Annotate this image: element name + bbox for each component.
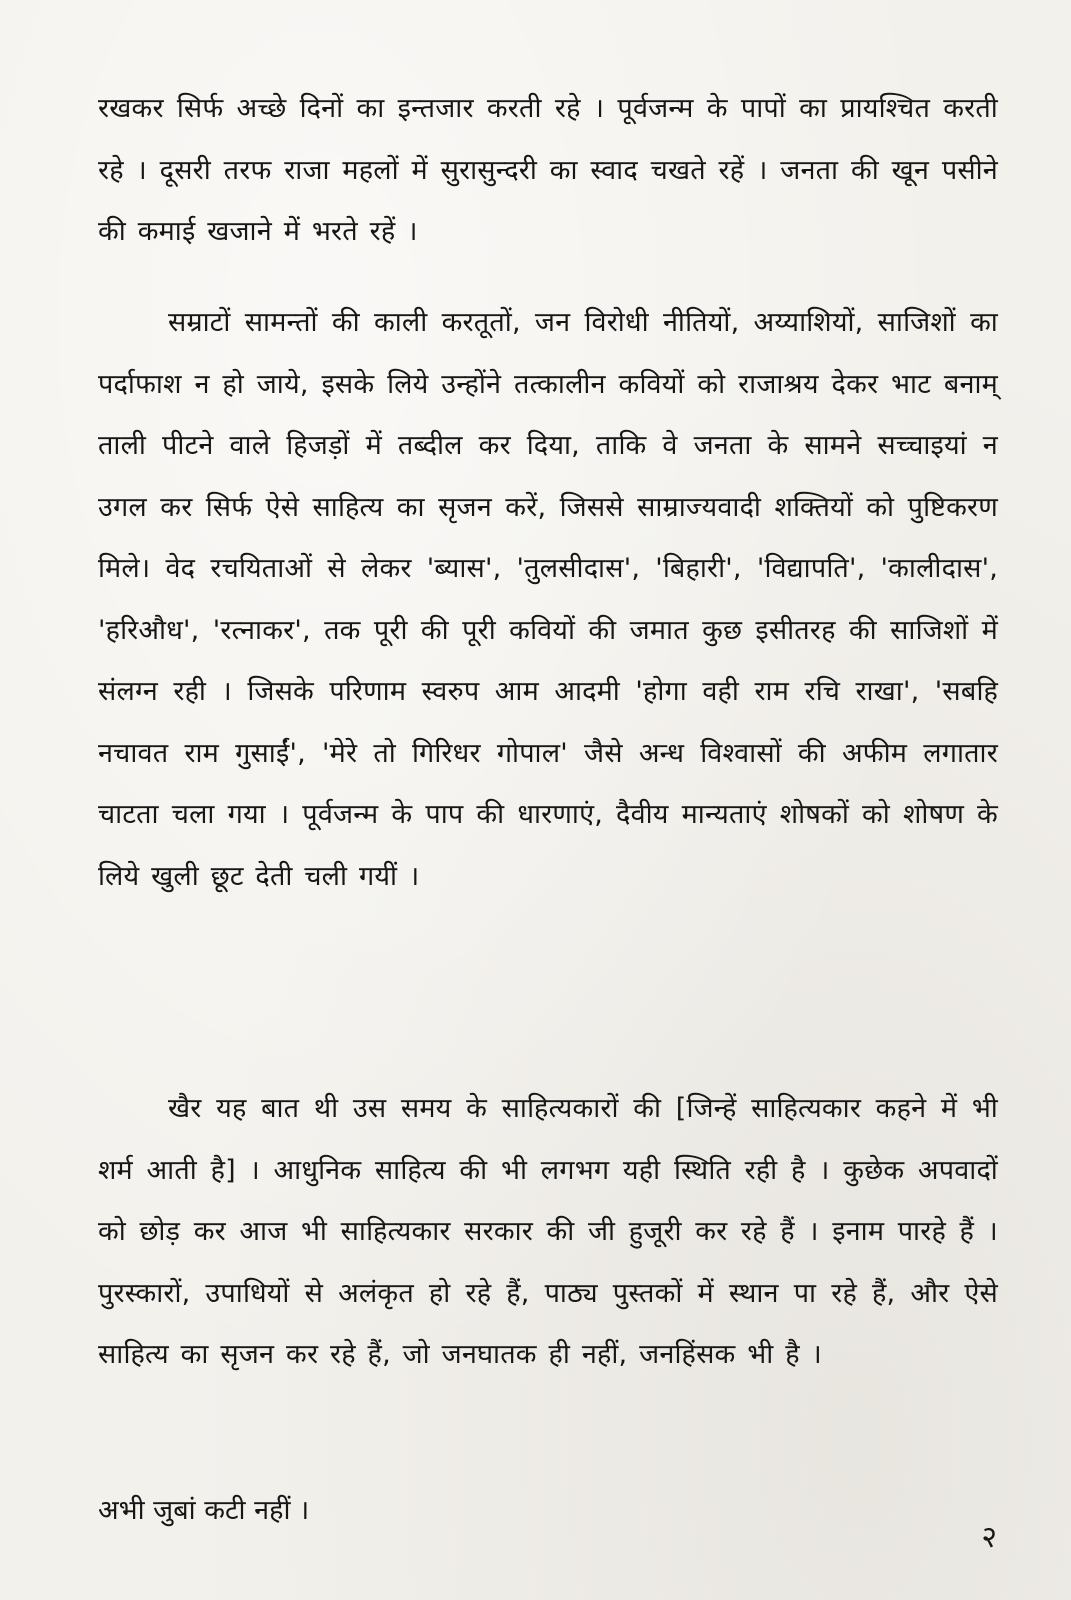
page-number: २ <box>981 1520 997 1555</box>
paragraph-2: सम्राटों सामन्तों की काली करतूतों, जन विरोधी नीतियों, अय्याशियों, साजिशों का पर्दाफाश न हो जाये, इसके लिये उन्होंने तत्कालीन कवियों को राजाश्रय देकर भाट बनाम् ताली पीटने वाले हिजड़ों में तब्दील कर दिया, ताकि वे जनता के सामने सच्चाइयां न उगल कर सिर्फ ऐसे साहित्य का सृजन करें, जिससे साम्राज्यवादी शक्तियों को पुष्टिकरण मिले। वेद रचयिताओं से लेकर 'ब्यास', 'तुलसीदास', 'बिहारी', 'विद्यापति', 'कालीदास', 'हरिऔध', 'रत्नाकर', तक पूरी की पूरी कवियों की जमात कुछ इसीतरह की साजिशों में संलग्न रही । जिसके परिणाम स्वरुप आम आदमी 'होगा वही राम रचि राखा', 'सबहि नचावत राम गुसाईं', 'मेरे तो गिरिधर गोपाल' जैसे अन्ध विश्वासों की अफीम लगातार चाटता चला गया । पूर्वजन्म के पाप की धारणाएं, दैवीय मान्यताएं शोषकों को शोषण के लिये खुली छूट देती चली गयीं । <box>98 307 998 892</box>
paragraph-1: रखकर सिर्फ अच्छे दिनों का इन्तजार करती रहे । पूर्वजन्म के पापों का प्रायश्चित करती रहे । दूसरी तरफ राजा महलों में सुरासुन्दरी का स्वाद चखते रहें । जनता की खून पसीने की कमाई खजाने में भरते रहें । <box>98 93 998 247</box>
paragraph-spacer <box>98 262 998 292</box>
paragraph-3: खैर यह बात थी उस समय के साहित्यकारों की [जिन्हें साहित्यकार कहने में भी शर्म आती है] । आधुनिक साहित्य की भी लगभग यही स्थिति रही है । कुछेक अपवादों को छोड़ कर आज भी साहित्यकार सरकार की जी हुजूरी कर रहे हैं । इनाम पारहे हैं । पुरस्कारों, उपाधियों से अलंकृत हो रहे हैं, पाठ्य पुस्तकों में स्थान पा रहे हैं, और ऐसे साहित्य का सृजन कर रहे हैं, जो जनघातक ही नहीं, जनहिंसक भी है । <box>98 1093 998 1370</box>
body-text <box>98 78 998 1542</box>
paragraph-spacer <box>98 1448 998 1480</box>
closing-line: अभी जुबां कटी नहीं । <box>98 1495 310 1526</box>
paragraph-spacer <box>98 1032 998 1078</box>
